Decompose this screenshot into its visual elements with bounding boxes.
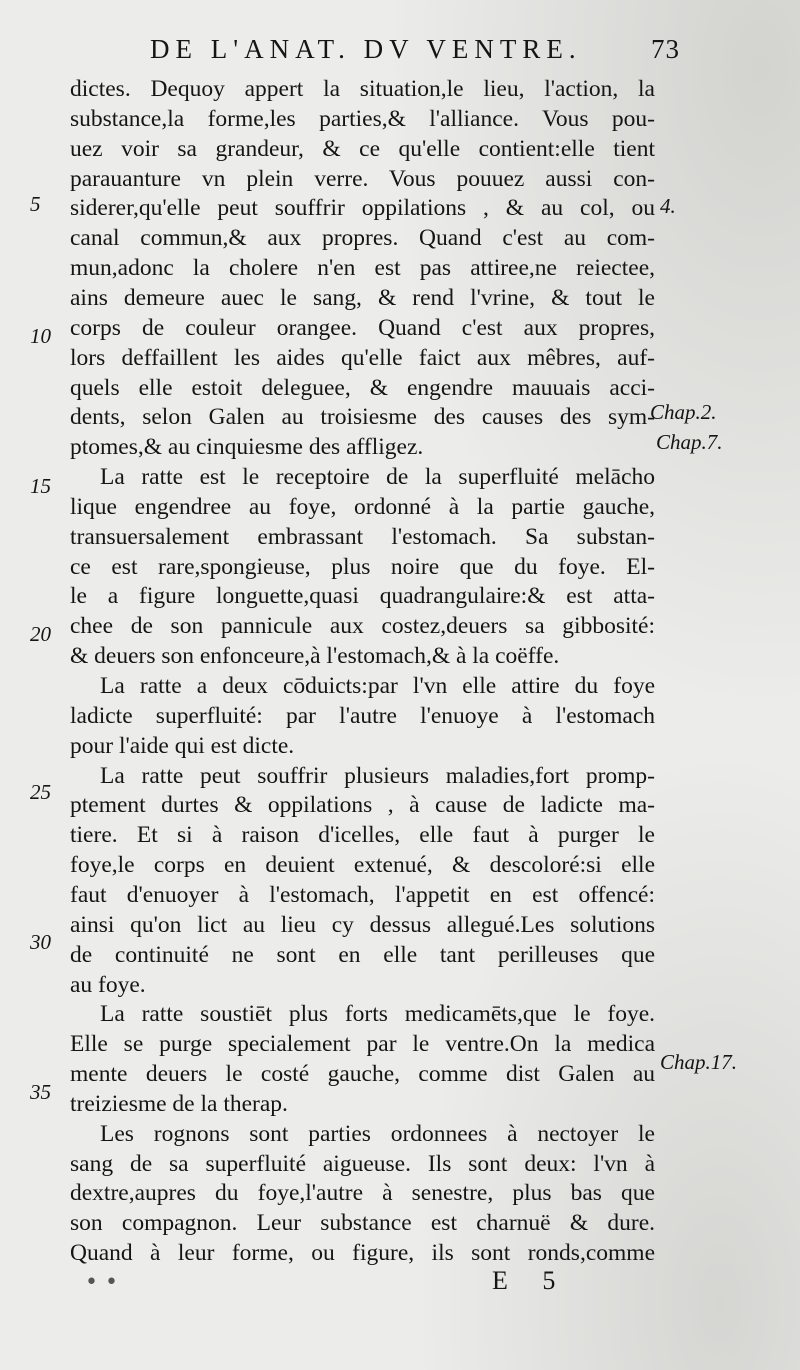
- margin-note: 4.: [660, 194, 676, 218]
- text-line: transuersalement embrassant l'estomach. Sa substan-: [70, 523, 655, 550]
- text-line: siderer,qu'elle peut souffrir oppilations , & au col, ou: [70, 195, 655, 222]
- text-line: le a figure longuette,quasi quadrangulaire:& est atta-: [70, 583, 655, 610]
- margin-note-chapter: Chap.17.: [660, 1050, 738, 1074]
- line-number: 15: [30, 474, 51, 498]
- margin-note-chapter: Chap.7.: [656, 430, 723, 454]
- text-line: substance,la forme,les parties,& l'alliance. Vous pou-: [70, 105, 655, 132]
- line-number: 5: [30, 192, 41, 216]
- page-number: 73: [651, 34, 680, 64]
- text-line: ptomes,& au cinquiesme des affligez.: [70, 434, 424, 461]
- text-line: La ratte peut souffrir plusieurs maladies,fort promp-: [100, 762, 655, 789]
- text-line: ptement durtes & oppilations , à cause de ladicte ma-: [70, 792, 655, 819]
- text-line: Elle se purge specialement par le ventre.On la medica: [70, 1031, 655, 1058]
- text-line: mente deuers le costé gauche, comme dist Galen au: [70, 1061, 655, 1088]
- text-line: lique engendree au foye, ordonné à la partie gauche,: [70, 493, 655, 520]
- text-line: mun,adonc la cholere n'en est pas attiree,ne reiectee,: [70, 255, 655, 282]
- text-line: dents, selon Galen au troisiesme des causes des sym-: [70, 404, 655, 431]
- text-line: lors deffaillent les aides qu'elle faict aux mêbres, auf-: [70, 344, 655, 371]
- text-line: treiziesme de la therap.: [70, 1090, 288, 1117]
- signature-mark: E 5: [492, 1266, 570, 1295]
- text-line: La ratte soustiēt plus forts medicamēts,que le foye.: [100, 1001, 655, 1028]
- text-line: La ratte a deux cōduicts:par l'vn elle attire du foye: [100, 673, 655, 699]
- text-line: ce est rare,spongieuse, plus noire que du foye. El-: [70, 553, 655, 580]
- line-number: 20: [30, 622, 51, 646]
- text-line: Quand à leur forme, ou figure, ils sont ronds,comme: [70, 1240, 655, 1267]
- running-title: DE L'ANAT. DV VENTRE.: [150, 34, 582, 64]
- text-line: ainsi qu'on lict au lieu cy dessus allegué.Les solutions: [70, 911, 655, 938]
- text-line: ains demeure auec le sang, & rend l'vrine, & tout le: [70, 284, 655, 311]
- text-line: dictes. Dequoy appert la situation,le lieu, l'action, la: [70, 76, 655, 102]
- text-line: parauanture vn plein verre. Vous pouuez aussi con-: [70, 165, 655, 192]
- text-line: ladicte superfluité: par l'autre l'enuoye à l'estomach: [70, 702, 655, 729]
- text-line: son compagnon. Leur substance est charnuë & dure.: [70, 1210, 655, 1237]
- line-number: 25: [30, 780, 51, 804]
- text-line: tiere. Et si à raison d'icelles, elle faut à purger le: [70, 822, 655, 849]
- text-line: La ratte est le receptoire de la superfluité melācho: [100, 464, 655, 491]
- text-line: de continuité ne sont en elle tant perilleuses que: [70, 941, 655, 968]
- text-line: quels elle estoit deleguee, & engendre mauuais acci-: [70, 374, 655, 401]
- line-number: 30: [30, 930, 51, 954]
- text-line: chee de son pannicule aux costez,deuers sa gibbosité:: [70, 613, 655, 640]
- text-line: Les rognons sont parties ordonnees à nectoyer le: [100, 1120, 655, 1147]
- text-line: uez voir sa grandeur, & ce qu'elle contient:elle tient: [70, 135, 655, 162]
- line-number: 35: [30, 1080, 51, 1104]
- text-line: pour l'aide qui est dicte.: [70, 732, 295, 759]
- page-header: [150, 34, 680, 74]
- text-line: au foye.: [70, 971, 146, 998]
- text-line: sang de sa superfluité aigueuse. Ils sont deux: l'vn à: [70, 1150, 655, 1177]
- text-line: corps de couleur orangee. Quand c'est aux propres,: [70, 314, 655, 341]
- text-line: canal commun,& aux propres. Quand c'est au com-: [70, 225, 655, 252]
- stray-marks: • •: [85, 1270, 118, 1295]
- text-line: faut d'enuoyer à l'estomach, l'appetit en est offencé:: [70, 881, 655, 908]
- text-line: dextre,aupres du foye,l'autre à senestre, plus bas que: [70, 1180, 655, 1207]
- line-number: 10: [30, 324, 51, 348]
- text-line: & deuers son enfonceure,à l'estomach,& à la coëffe.: [70, 643, 560, 670]
- margin-note-chapter: Chap.2.: [650, 400, 717, 424]
- text-line: foye,le corps en deuient extenué, & descoloré:si elle: [70, 852, 655, 879]
